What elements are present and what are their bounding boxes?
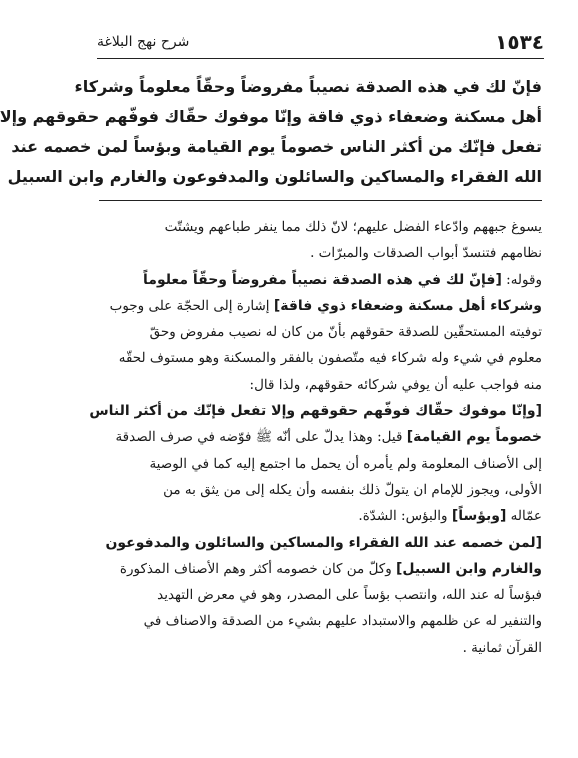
main-text-line: الله الفقراء والمساكين والسائلون والمدفوعون والغارم وابن السبيل	[7, 167, 542, 186]
quoted-text: [وبؤساً]	[451, 508, 507, 525]
quoted-text: [لمن خصمه عند الله الفقراء والمساكين والسائلون والمدفوعون	[105, 534, 542, 551]
running-title: شرح نهج البلاغة	[97, 34, 190, 50]
commentary-text: والتنفير له عن ظلمهم والاستبداد عليهم بشيء من الصدقة والاصناف في	[143, 613, 542, 630]
quoted-text: وشركاء أهل مسكنة وضعفاء ذوي فاقة]	[273, 297, 542, 314]
page-number: ١٥٣٤	[495, 30, 544, 54]
commentary-line	[99, 240, 542, 266]
quoted-text: [وإنّا موفوك حقّاك فوفّهم حقوقهم وإلا تفعل فإنّك من أكثر الناس	[89, 403, 542, 420]
commentary-line	[99, 582, 542, 608]
commentary-text: فبؤساً له عند الله، وانتصب بؤساً على المصدر، وهو في معرض التهديد	[157, 587, 542, 604]
commentary-text: القرآن ثمانية .	[462, 639, 542, 656]
main-text-block	[0, 72, 542, 192]
commentary-line	[89, 398, 542, 424]
commentary-text: منه فواجب عليه أن يوفي شركائه حقوقهم، ولذا قال:	[249, 376, 542, 393]
section-divider	[99, 200, 542, 201]
commentary-line	[99, 345, 542, 371]
commentary-text: معلوم في شيء وله شركاء فيه متّصفون بالفقر والمسكنة وهو مستوف لحقّه	[118, 350, 542, 367]
commentary-line	[99, 477, 542, 503]
commentary-text: قيل: وهذا يدلّ على أنّه ﷺ فوّضه في صرف الصدقة	[115, 429, 407, 446]
commentary-line	[99, 293, 542, 319]
commentary-line	[99, 451, 542, 477]
main-text-line: فإنّ لك في هذه الصدقة نصيباً مفروضاً وحقّاً معلوماً وشركاء	[74, 77, 542, 96]
header-divider	[97, 58, 544, 59]
commentary-line	[99, 319, 542, 345]
commentary-line	[99, 424, 542, 450]
main-text-line: تفعل فإنّك من أكثر الناس خصوماً يوم القيامة وبؤساً لمن خصمه عند	[11, 137, 542, 156]
commentary-line	[99, 556, 542, 582]
commentary-line	[99, 372, 542, 398]
commentary-text: نظامهم فتنسدّ أبواب الصدقات والمبرّات .	[310, 245, 542, 262]
commentary-line	[99, 530, 542, 556]
commentary-text: إشارة إلى الحجّة على وجوب	[109, 297, 274, 314]
quoted-text: والغارم وابن السبيل]	[396, 560, 542, 577]
main-text-line: أهل مسكنة وضعفاء ذوي فاقة وإنّا موفوك حقّاك فوفّهم حقوقهم وإلا	[0, 107, 542, 126]
commentary-text: يسوغ جبههم وادّعاء الفضل عليهم؛ لانّ ذلك مما ينفر طباعهم ويشتّت	[164, 219, 542, 235]
commentary-text: عمّاله	[506, 508, 542, 525]
commentary-line	[99, 608, 542, 634]
commentary-line	[99, 635, 542, 661]
commentary-block	[89, 214, 542, 661]
commentary-line	[99, 503, 542, 529]
quoted-text: خصوماً يوم القيامة]	[406, 429, 542, 446]
commentary-text: والبؤس: الشدّة.	[358, 508, 452, 525]
commentary-text: إلى الأصناف المعلومة ولم يأمره أن يحمل ما اجتمع إليه كما في الوصية	[149, 455, 542, 472]
commentary-line	[99, 267, 542, 293]
page-header	[97, 30, 544, 54]
quoted-text: [فإنّ لك في هذه الصدقة نصيباً مفروضاً وحقّاً معلوماً	[143, 271, 502, 288]
commentary-text: وكلّ من كان خصومه أكثر وهم الأصناف المذكورة	[119, 560, 397, 577]
commentary-text: توفيته المستحقّين للصدقة حقوقهم بأنّ من كان له نصيب مفروض وحقّ	[149, 324, 542, 341]
commentary-text: وقوله:	[501, 271, 542, 288]
commentary-line	[99, 214, 542, 240]
commentary-text: الأولى، ويجوز للإمام ان يتولّ ذلك بنفسه وأن يكله إلى من يثق به من	[163, 481, 542, 498]
